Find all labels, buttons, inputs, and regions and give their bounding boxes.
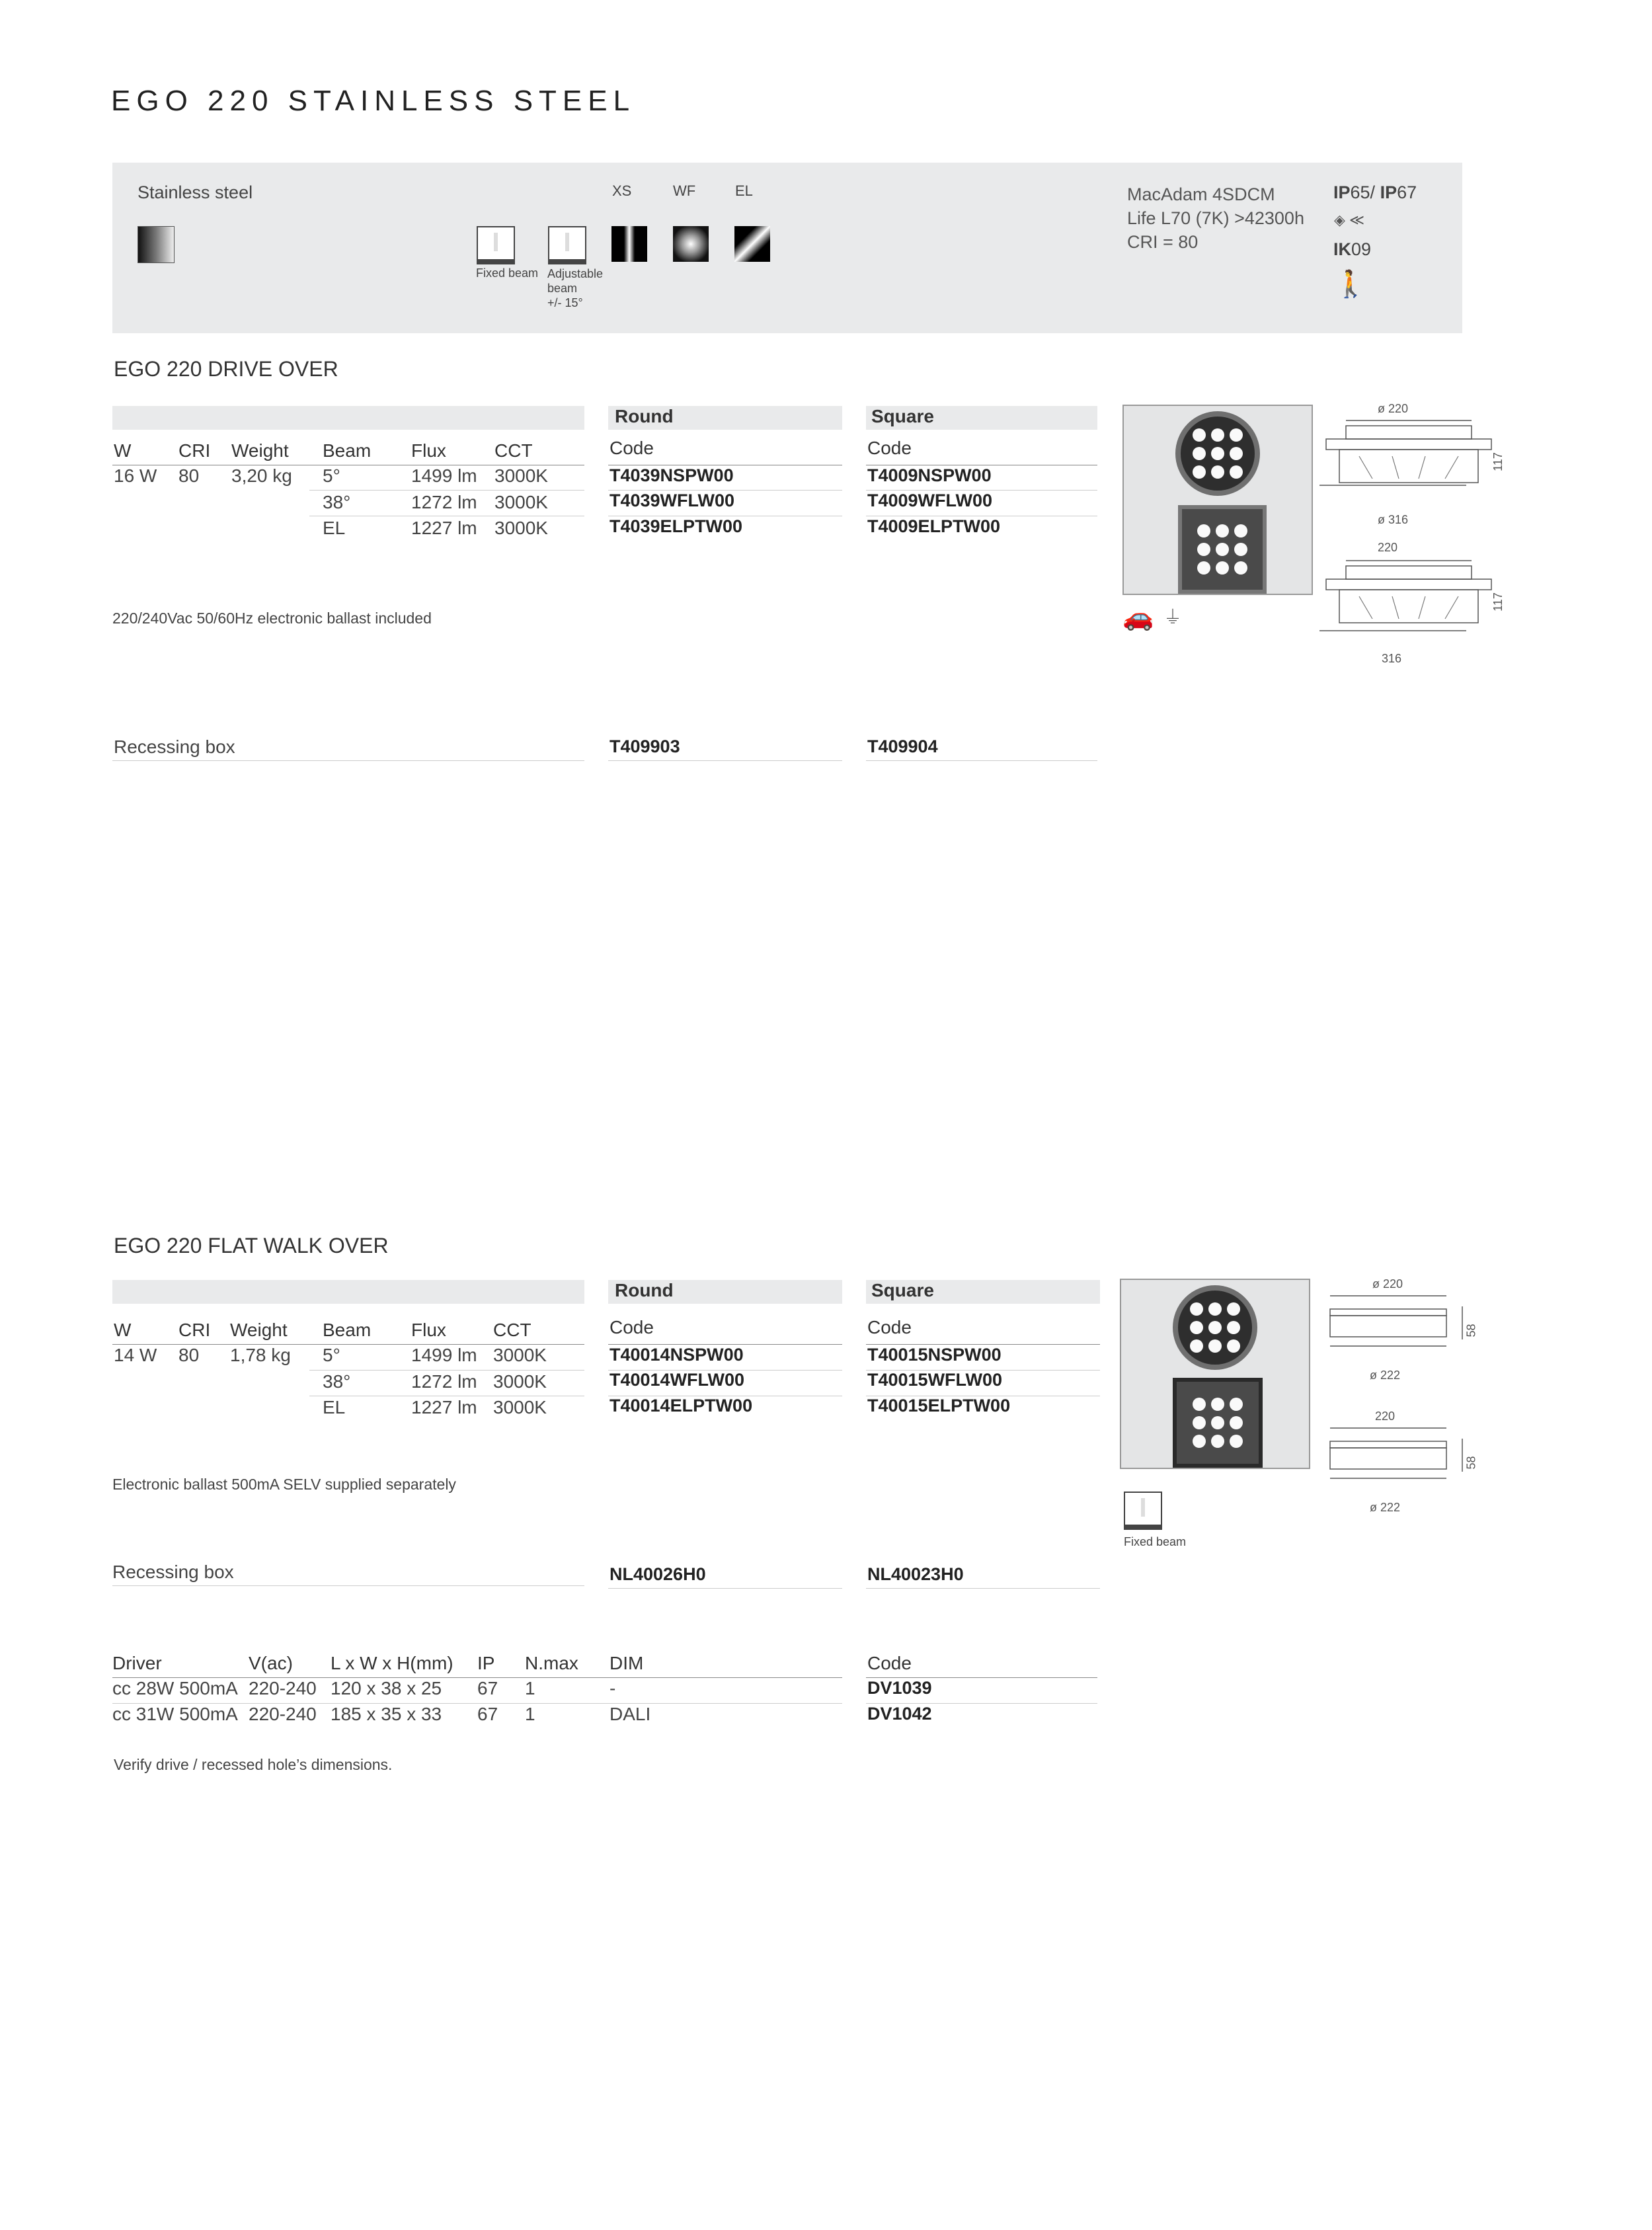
round-code-label: Code xyxy=(610,1317,654,1337)
dim-diameter-top: ø 220 xyxy=(1372,1277,1403,1291)
product-code: T40015WFLW00 xyxy=(867,1370,1003,1390)
divider xyxy=(112,760,584,761)
walk-over-square-label: Square xyxy=(871,1280,934,1300)
recessing-square-code: T409904 xyxy=(867,737,938,756)
driver-voltage: 220-240 xyxy=(249,1678,317,1698)
recessing-square-code: NL40023H0 xyxy=(867,1564,964,1584)
col-flux: Flux xyxy=(411,1320,446,1340)
led-dot xyxy=(1216,524,1229,538)
driver-col-ip: IP xyxy=(477,1653,495,1673)
led-dot xyxy=(1230,428,1243,442)
led-dot xyxy=(1190,1321,1203,1334)
header-band xyxy=(112,163,1462,333)
beam-value: EL xyxy=(323,1397,346,1417)
walk-over-note: Electronic ballast 500mA SELV supplied separately xyxy=(112,1476,456,1493)
product-code: T40014NSPW00 xyxy=(610,1345,744,1365)
driver-name: cc 28W 500mA xyxy=(112,1678,238,1698)
beam-value: 38° xyxy=(323,1371,351,1392)
cct-value: 3000K xyxy=(493,1397,547,1417)
led-dot xyxy=(1227,1321,1240,1334)
drive-over-round-label: Round xyxy=(615,406,674,426)
ip-rating: IP65/ IP67 xyxy=(1333,182,1417,202)
flux-value: 1272 lm xyxy=(411,1371,477,1392)
driver-dimensions: 185 x 35 x 33 xyxy=(331,1704,442,1724)
finish-label: Stainless steel xyxy=(138,182,253,202)
adjustable-beam-label: Adjustable beam +/- 15° xyxy=(547,267,604,309)
led-dot xyxy=(1193,1398,1206,1411)
dim-diameter-outer: ø 222 xyxy=(1370,1369,1401,1382)
divider xyxy=(608,760,842,761)
led-dot xyxy=(1190,1339,1203,1353)
round-fixture xyxy=(1173,1285,1257,1370)
weight-value: 1,78 kg xyxy=(230,1345,291,1365)
cct-value: 3000K xyxy=(494,518,548,538)
product-code: T4039WFLW00 xyxy=(610,491,735,510)
recessing-round-code: T409903 xyxy=(610,737,680,756)
divider xyxy=(112,1585,584,1586)
round-section-drawing xyxy=(1319,417,1498,496)
col-beam: Beam xyxy=(323,440,372,461)
specs-block: MacAdam 4SDCM Life L70 (7K) >42300h CRI = 80 xyxy=(1127,184,1304,252)
driver-col-voltage: V(ac) xyxy=(249,1653,293,1673)
led-dot xyxy=(1227,1339,1240,1353)
recessing-label: Recessing box xyxy=(112,1562,234,1582)
product-code: T40014ELPTW00 xyxy=(610,1396,753,1415)
fixed-beam-label: Fixed beam xyxy=(1124,1535,1187,1548)
driver-col-nmax: N.max xyxy=(525,1653,578,1673)
divider xyxy=(309,490,584,491)
square-section-drawing xyxy=(1326,1425,1465,1485)
walk-over-table-band xyxy=(112,1280,584,1304)
led-dot xyxy=(1193,447,1206,460)
driver-nmax: 1 xyxy=(525,1704,535,1724)
led-dot xyxy=(1216,543,1229,556)
drive-over-product-photo xyxy=(1122,405,1313,595)
walk-over-product-photo xyxy=(1120,1279,1310,1469)
divider xyxy=(866,1588,1100,1589)
beam-wf-label: WF xyxy=(673,182,696,199)
ik-rating: IK09 xyxy=(1333,239,1372,259)
col-cri: CRI xyxy=(178,440,211,461)
driver-code: DV1039 xyxy=(867,1678,932,1698)
weight-value: 3,20 kg xyxy=(231,465,292,486)
led-dot xyxy=(1208,1302,1222,1316)
fixed-beam-label: Fixed beam xyxy=(476,266,539,280)
col-weight: Weight xyxy=(230,1320,288,1340)
beam-xs-label: XS xyxy=(612,182,632,199)
led-dot xyxy=(1197,524,1210,538)
driver-ip: 67 xyxy=(477,1678,498,1698)
led-dot xyxy=(1211,465,1224,479)
walk-over-title: EGO 220 FLAT WALK OVER xyxy=(114,1234,389,1257)
round-code-label: Code xyxy=(610,438,654,458)
vehicle-icon: 🚗 xyxy=(1122,604,1154,631)
driver-col-code: Code xyxy=(867,1653,912,1673)
driver-dim: DALI xyxy=(610,1704,651,1724)
drive-over-square-label: Square xyxy=(871,406,934,426)
driver-dim: - xyxy=(610,1678,616,1698)
earth-symbol-icon: ⏚ xyxy=(1163,607,1183,627)
beam-value: EL xyxy=(323,518,346,538)
driver-dimensions: 120 x 38 x 25 xyxy=(331,1678,442,1698)
led-dot xyxy=(1208,1339,1222,1353)
product-code: T4039NSPW00 xyxy=(610,465,734,485)
col-weight: Weight xyxy=(231,440,289,461)
led-dot xyxy=(1193,1416,1206,1429)
cct-value: 3000K xyxy=(494,492,548,512)
square-section-drawing xyxy=(1319,557,1498,636)
dim-diameter-top: ø 220 xyxy=(1378,402,1409,415)
beam-el-label: EL xyxy=(735,182,753,199)
led-dot xyxy=(1211,447,1224,460)
dim-square-outer: ø 222 xyxy=(1370,1501,1401,1514)
led-dot xyxy=(1230,1416,1243,1429)
beam-wf-icon xyxy=(673,226,709,262)
col-cct: CCT xyxy=(493,1320,531,1340)
driver-name: cc 31W 500mA xyxy=(112,1704,238,1724)
dim-height-bottom: 117 xyxy=(1491,592,1505,612)
dim-height-bottom: 58 xyxy=(1464,1456,1478,1470)
recessing-round-code: NL40026H0 xyxy=(610,1564,706,1584)
drive-over-title: EGO 220 DRIVE OVER xyxy=(114,357,338,381)
beam-value: 5° xyxy=(323,1345,340,1365)
square-code-label: Code xyxy=(867,1317,912,1337)
led-dot xyxy=(1197,543,1210,556)
dim-diameter-outer: ø 316 xyxy=(1378,513,1409,526)
product-code: T4039ELPTW00 xyxy=(610,516,743,536)
led-dot xyxy=(1230,447,1243,460)
round-fixture xyxy=(1175,411,1260,496)
led-dot xyxy=(1234,561,1247,575)
product-code: T40014WFLW00 xyxy=(610,1370,745,1390)
walk-over-round-label: Round xyxy=(615,1280,674,1300)
led-dot xyxy=(1216,561,1229,575)
dim-square-top: 220 xyxy=(1375,1410,1396,1423)
led-dot xyxy=(1227,1302,1240,1316)
fixed-beam-icon xyxy=(1124,1492,1162,1530)
led-dot xyxy=(1197,561,1210,575)
square-fixture xyxy=(1178,505,1267,594)
driver-col-dim: DIM xyxy=(610,1653,644,1673)
square-fixture xyxy=(1173,1378,1263,1468)
stainless-swatch xyxy=(138,226,175,263)
page-title: EGO 220 STAINLESS STEEL xyxy=(111,85,636,117)
cri-value: 80 xyxy=(178,1345,200,1365)
recessing-label: Recessing box xyxy=(114,737,235,757)
dim-height-top: 58 xyxy=(1464,1324,1478,1337)
cct-value: 3000K xyxy=(493,1345,547,1365)
col-cri: CRI xyxy=(178,1320,211,1340)
led-dot xyxy=(1230,1435,1243,1448)
cct-value: 3000K xyxy=(494,465,548,486)
flux-value: 1499 lm xyxy=(411,1345,477,1365)
fixed-beam-icon xyxy=(477,226,515,264)
driver-ip: 67 xyxy=(477,1704,498,1724)
beam-xs-icon xyxy=(611,226,647,262)
divider xyxy=(608,1588,842,1589)
led-dot xyxy=(1193,465,1206,479)
cct-value: 3000K xyxy=(493,1371,547,1392)
drive-over-note: 220/240Vac 50/60Hz electronic ballast included xyxy=(112,610,432,627)
product-code: T40015ELPTW00 xyxy=(867,1396,1011,1415)
led-dot xyxy=(1211,428,1224,442)
power-value: 16 W xyxy=(114,465,157,486)
power-value: 14 W xyxy=(114,1345,157,1365)
class-symbols-icon: ◈ ≪ xyxy=(1334,212,1365,228)
driver-col-driver: Driver xyxy=(112,1653,162,1673)
driver-voltage: 220-240 xyxy=(249,1704,317,1724)
flux-value: 1227 lm xyxy=(411,518,477,538)
drivers-note: Verify drive / recessed hole’s dimensions. xyxy=(114,1756,393,1773)
divider xyxy=(866,760,1097,761)
led-dot xyxy=(1230,1398,1243,1411)
walking-person-icon: 🚶 xyxy=(1334,270,1367,299)
adjustable-beam-icon xyxy=(548,226,586,264)
led-dot xyxy=(1230,465,1243,479)
product-code: T40015NSPW00 xyxy=(867,1345,1002,1365)
drive-over-table-band xyxy=(112,406,584,430)
product-code: T4009ELPTW00 xyxy=(867,516,1001,536)
led-dot xyxy=(1190,1302,1203,1316)
divider xyxy=(309,1370,584,1371)
dim-square-outer: 316 xyxy=(1382,652,1402,665)
square-code-label: Code xyxy=(867,438,912,458)
beam-el-icon xyxy=(734,226,770,262)
flux-value: 1272 lm xyxy=(411,492,477,512)
flux-value: 1499 lm xyxy=(411,465,477,486)
led-dot xyxy=(1211,1416,1224,1429)
led-dot xyxy=(1234,543,1247,556)
col-flux: Flux xyxy=(411,440,446,461)
dim-square-top: 220 xyxy=(1378,541,1398,554)
round-section-drawing xyxy=(1326,1293,1465,1353)
product-code: T4009WFLW00 xyxy=(867,491,993,510)
led-dot xyxy=(1234,524,1247,538)
cri-value: 80 xyxy=(178,465,200,486)
beam-value: 5° xyxy=(323,465,340,486)
driver-col-dimensions: L x W x H(mm) xyxy=(331,1653,453,1673)
col-beam: Beam xyxy=(323,1320,372,1340)
driver-code: DV1042 xyxy=(867,1704,932,1724)
driver-nmax: 1 xyxy=(525,1678,535,1698)
col-cct: CCT xyxy=(494,440,533,461)
led-dot xyxy=(1193,428,1206,442)
flux-value: 1227 lm xyxy=(411,1397,477,1417)
led-dot xyxy=(1211,1435,1224,1448)
dim-height-top: 117 xyxy=(1491,452,1505,471)
col-w: W xyxy=(114,1320,132,1340)
led-dot xyxy=(1211,1398,1224,1411)
led-dot xyxy=(1193,1435,1206,1448)
led-dot xyxy=(1208,1321,1222,1334)
product-code: T4009NSPW00 xyxy=(867,465,992,485)
col-w: W xyxy=(114,440,132,461)
beam-value: 38° xyxy=(323,492,351,512)
